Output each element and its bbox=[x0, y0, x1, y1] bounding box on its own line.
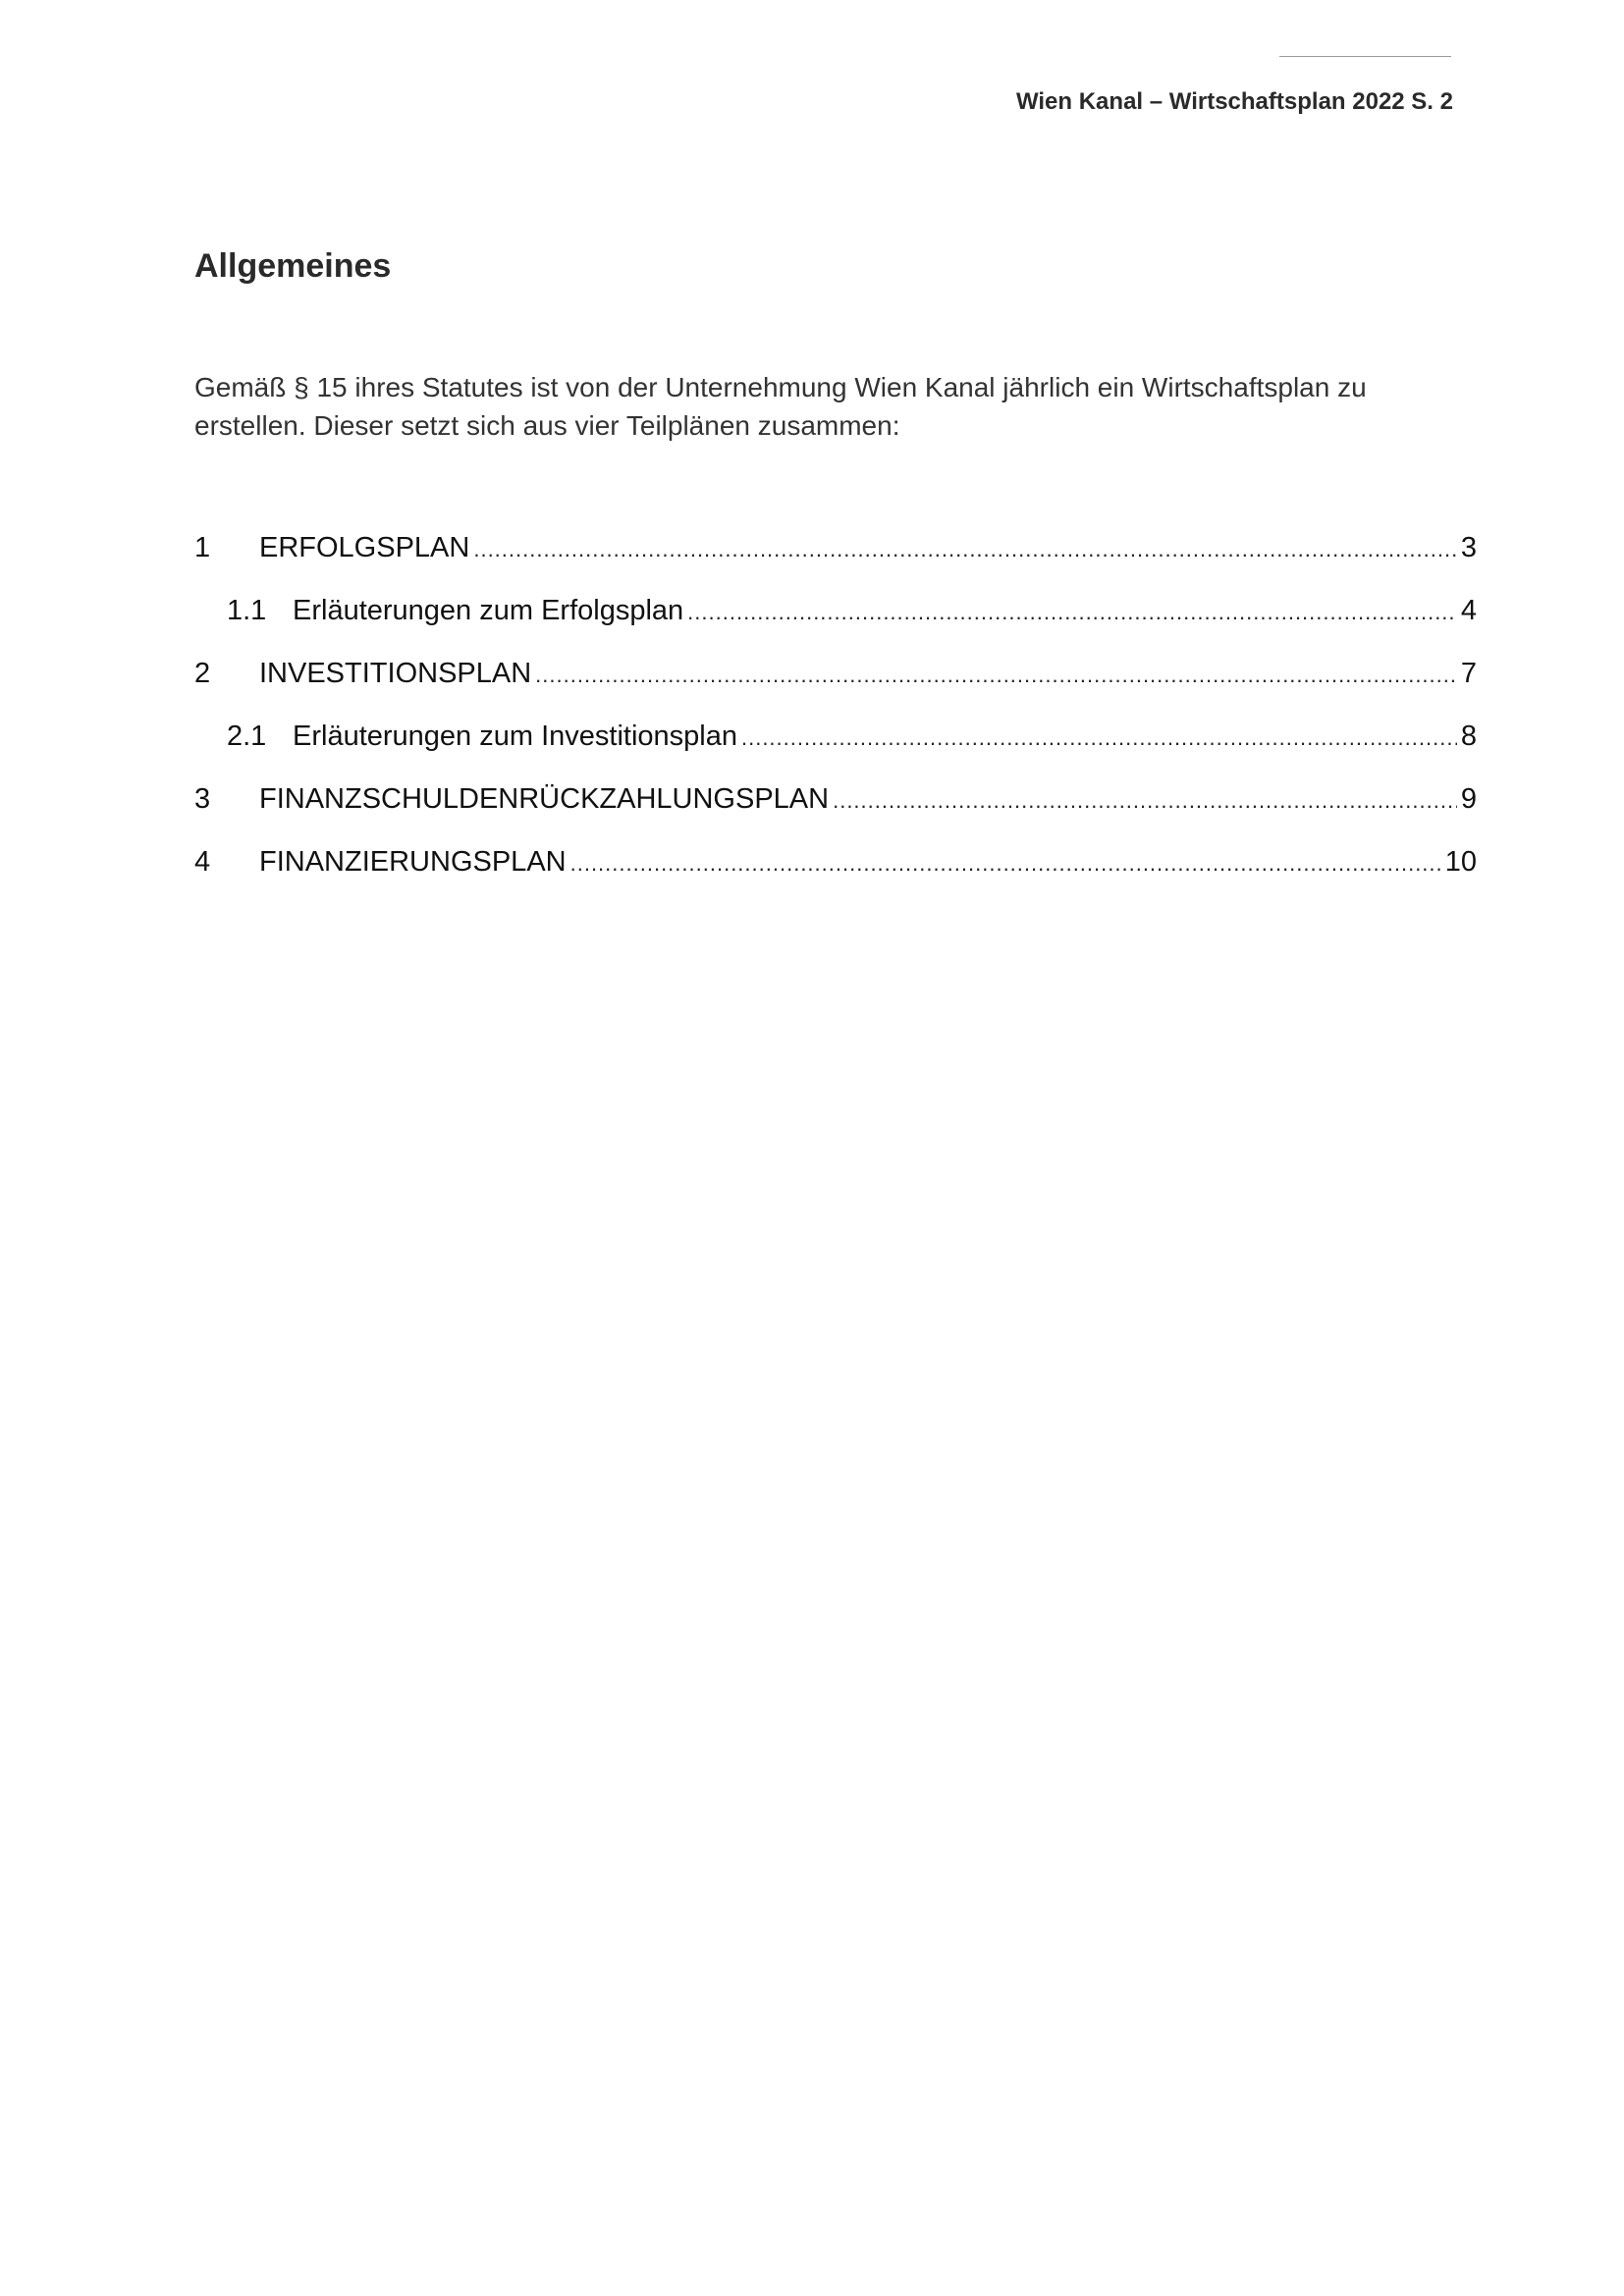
toc-entry-title: INVESTITIONSPLAN bbox=[259, 658, 532, 689]
toc-entry-page: 9 bbox=[1460, 783, 1477, 815]
toc-entry[interactable] bbox=[194, 658, 1477, 721]
toc-entry-page: 4 bbox=[1460, 595, 1477, 626]
toc-dot-leader bbox=[833, 788, 1457, 814]
toc-entry-number: 2.1 bbox=[227, 721, 267, 752]
toc-entry-number: 4 bbox=[194, 846, 211, 878]
toc-entry-number: 1 bbox=[194, 532, 211, 563]
toc-dot-leader bbox=[741, 725, 1457, 751]
toc-entry-title: ERFOLGSPLAN bbox=[259, 532, 470, 563]
toc-entry-page: 7 bbox=[1460, 658, 1477, 689]
toc-entry[interactable] bbox=[194, 595, 1477, 658]
section-title: Allgemeines bbox=[194, 247, 392, 285]
header-rule bbox=[1279, 56, 1451, 57]
toc-entry-number: 2 bbox=[194, 658, 211, 689]
toc-dot-leader bbox=[687, 600, 1457, 625]
toc-entry[interactable] bbox=[194, 721, 1477, 783]
toc-entry[interactable] bbox=[194, 783, 1477, 846]
table-of-contents bbox=[194, 532, 1477, 909]
toc-entry-page: 8 bbox=[1460, 721, 1477, 752]
toc-entry-title: Erläuterungen zum Investitionsplan bbox=[293, 721, 737, 752]
toc-entry[interactable] bbox=[194, 846, 1477, 909]
toc-entry-number: 1.1 bbox=[227, 595, 267, 626]
toc-dot-leader bbox=[473, 537, 1457, 562]
toc-dot-leader bbox=[570, 851, 1441, 877]
intro-paragraph: Gemäß § 15 ihres Statutes ist von der Unternehmung Wien Kanal jährlich ein Wirtschaftsplan zu erstellen. Dieser setzt sich aus vier Teilplänen zusammen: bbox=[194, 372, 1367, 441]
toc-entry[interactable] bbox=[194, 532, 1477, 595]
toc-entry-page: 10 bbox=[1444, 846, 1477, 878]
toc-entry-title: FINANZSCHULDENRÜCKZAHLUNGSPLAN bbox=[259, 783, 830, 815]
toc-entry-title: FINANZIERUNGSPLAN bbox=[259, 846, 567, 878]
running-header: Wien Kanal – Wirtschaftsplan 2022 S. 2 bbox=[1015, 88, 1453, 115]
toc-entry-page: 3 bbox=[1460, 532, 1477, 563]
toc-dot-leader bbox=[535, 663, 1457, 688]
toc-entry-number: 3 bbox=[194, 783, 211, 815]
toc-entry-title: Erläuterungen zum Erfolgsplan bbox=[293, 595, 684, 626]
